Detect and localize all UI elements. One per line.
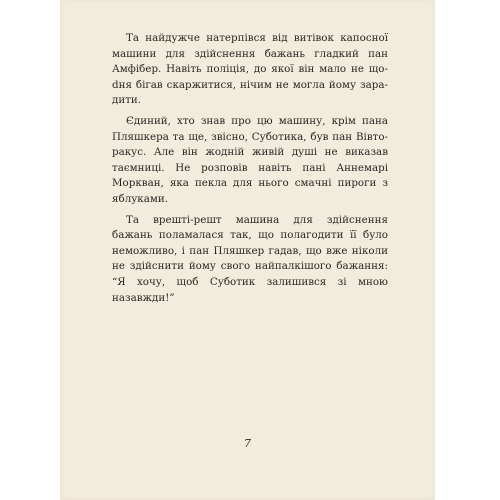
book-page [60,0,435,500]
paragraph-1: Та найдужче натерпівся від витівок капосної машини для здійснення бажань гладкий пан Амфібер. Навіть поліція, до якої він мало не щоdня бігав скаржитися, нічим не могла йому зарадити. [112,32,388,107]
paragraph-2: Єдиний, хто знав про цю машину, крім пана Пляшкера та ще, звісно, Суботика, був пан Вівторакус. Але він жодній живій душі не виказав таємниці. Не розповів навіть пані Аннемарі Моркван, яка пекла для нього смачні пироги з яблуками. [112,114,388,205]
page-number: 7 [244,437,251,450]
body-text [112,31,388,311]
paragraph-3: Та врешті-решт машина для здійснення бажань поламалася так, що полагодити її було неможливо, і пан Пляшкер гадав, що вже ніколи не здійснити йому свого найпалкішого бажання: “Я хочу, щоб Суботик залишився зі мною назавжди!” [112,213,388,304]
